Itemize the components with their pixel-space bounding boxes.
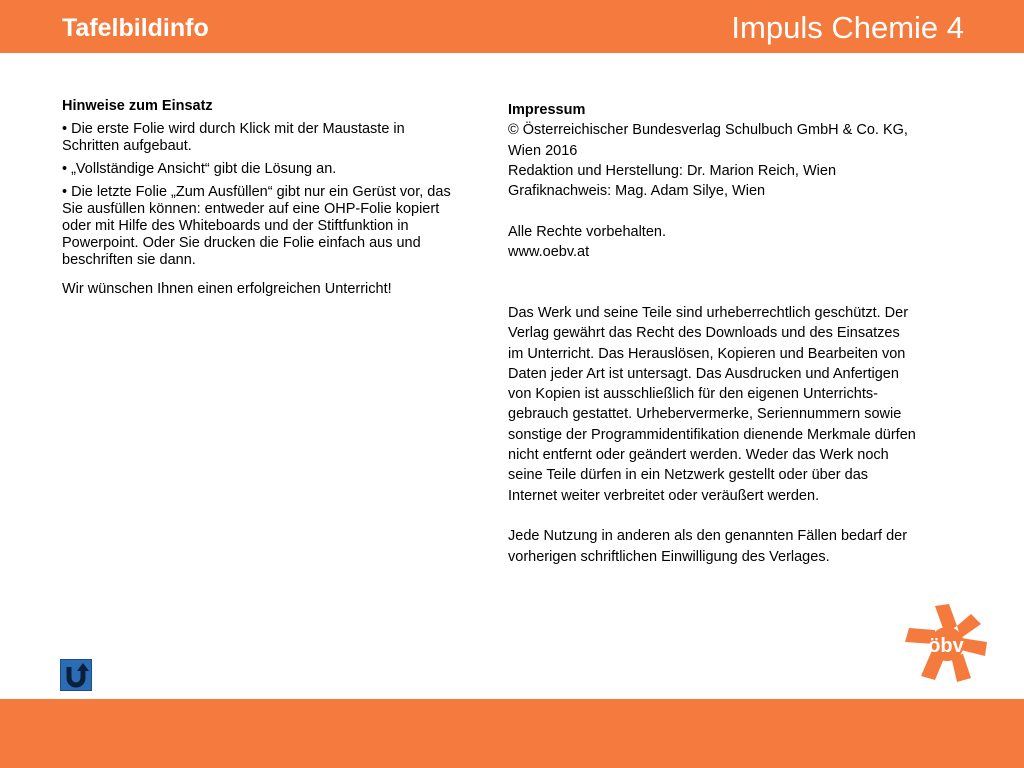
usage-note-item: • Die letzte Folie „Zum Ausfüllen“ gibt nur ein Gerüst vor, das Sie ausfüllen können: entweder auf eine OHP-Folie kopiert oder mit Hilfe des Whiteboards und der Stiftfunktion in Powerpoint. Oder Sie drucken die Folie einfach aus und beschriften sie dann. [62, 184, 451, 268]
rights-reserved: Alle Rechte vorbehalten. [508, 223, 666, 240]
header-left-title: Tafelbildinfo [62, 14, 209, 42]
usage-notes-heading: Hinweise zum Einsatz [62, 98, 213, 114]
header-bar [0, 0, 1024, 53]
usage-line: vorherigen schriftlichen Einwilligung des Verlages. [508, 548, 830, 565]
oebv-logo-text: öbv [928, 635, 964, 657]
imprint-line: Grafiknachweis: Mag. Adam Silye, Wien [508, 183, 766, 200]
copyright-line: seine Teile dürfen in ein Netzwerk gestellt oder über das [508, 467, 869, 484]
usage-note-item: • Die erste Folie wird durch Klick mit der Maustaste in Schritten aufgebaut. [62, 121, 405, 154]
copyright-line: sonstige der Programmidentifikation dienende Merkmale dürfen [508, 426, 916, 443]
imprint-line: Redaktion und Herstellung: Dr. Marion Reich, Wien [508, 162, 837, 179]
copyright-line: Verlag gewährt das Recht des Downloads und des Einsatzes [508, 325, 900, 342]
copyright-line: von Kopien ist ausschließlich für den eigenen Unterrichts- [508, 386, 878, 403]
copyright-line: gebrauch gestattet. Urhebervermerke, Seriennummern sowie [508, 406, 902, 423]
imprint-line: © Österreichischer Bundesverlag Schulbuch GmbH & Co. KG, [508, 122, 908, 139]
return-arrow-icon [61, 660, 91, 690]
header-right-title: Impuls Chemie 4 [731, 10, 964, 45]
copyright-line: Daten jeder Art ist untersagt. Das Ausdrucken und Anfertigen [508, 365, 899, 382]
website-link[interactable]: www.oebv.at [508, 244, 590, 261]
copyright-line: Das Werk und seine Teile sind urheberrechtlich geschützt. Der [508, 304, 909, 321]
imprint-line: Wien 2016 [508, 142, 578, 159]
usage-note-item: • „Vollständige Ansicht“ gibt die Lösung an. [62, 161, 337, 177]
usage-line: Jede Nutzung in anderen als den genannten Fällen bedarf der [508, 528, 908, 545]
closing-wish: Wir wünschen Ihnen einen erfolgreichen Unterricht! [62, 281, 392, 297]
imprint-heading: Impressum [508, 102, 586, 118]
imprint [508, 100, 998, 567]
footer-bar [0, 699, 1024, 768]
copyright-line: Internet weiter verbreitet oder veräußert werden. [508, 487, 820, 504]
copyright-line: im Unterricht. Das Herauslösen, Kopieren und Bearbeiten von [508, 345, 906, 362]
back-button[interactable] [60, 659, 92, 691]
oebv-logo [905, 604, 987, 684]
copyright-line: nicht entfernt oder geändert werden. Weder das Werk noch [508, 447, 889, 464]
usage-notes [62, 98, 462, 304]
